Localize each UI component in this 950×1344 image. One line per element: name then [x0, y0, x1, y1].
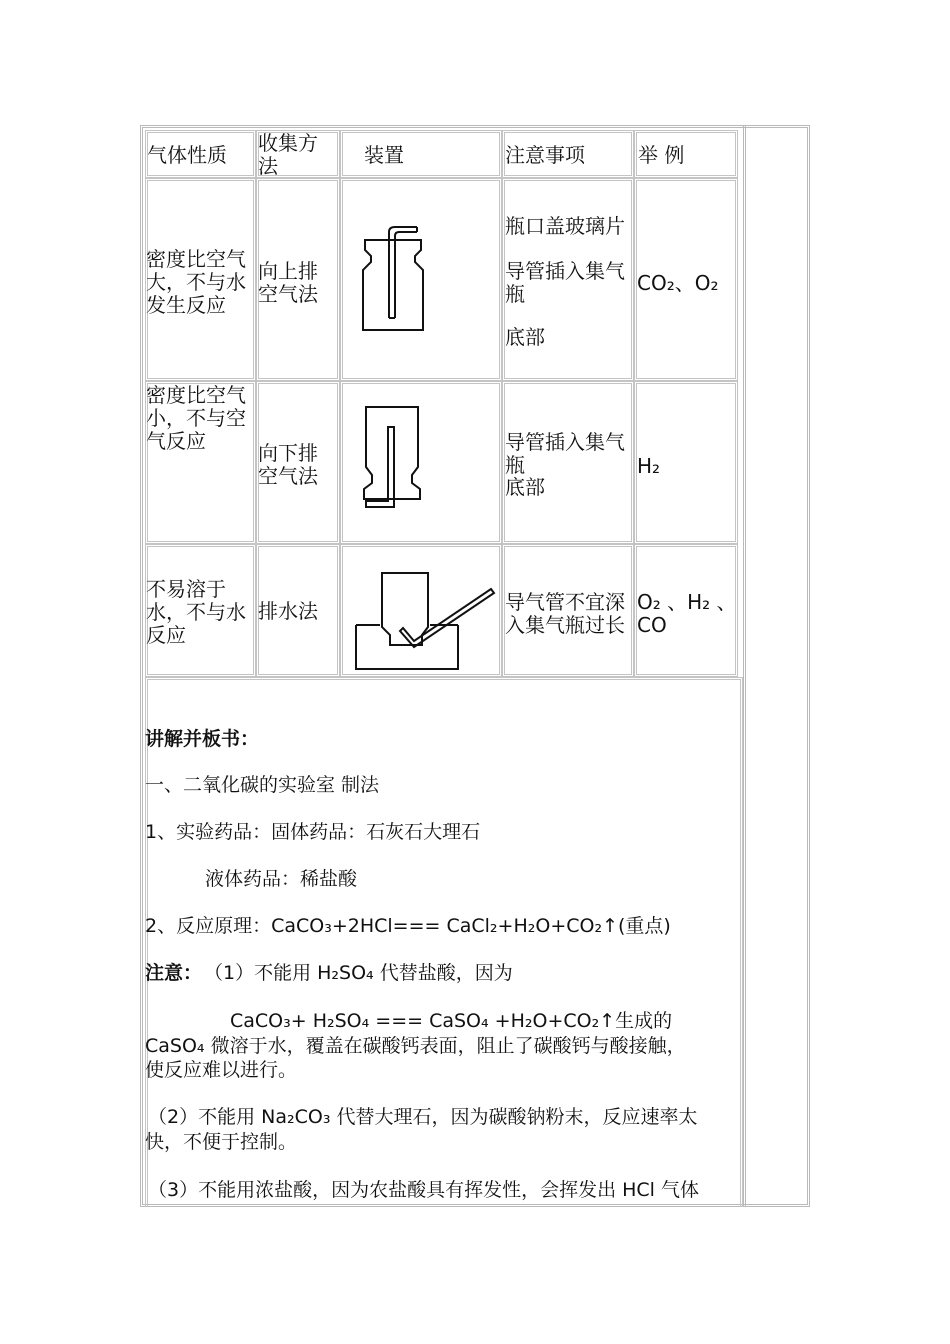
row1-note-c: 底部: [505, 325, 545, 349]
header-notes: 注意事项: [505, 143, 585, 167]
note1: （1）不能用 H₂SO₄ 代替盐酸，因为: [204, 962, 513, 984]
row3-method: 排水法: [258, 599, 318, 623]
note1-equation: CaCO₃+ H₂SO₄ === CaSO₄ +H₂O+CO₂↑生成的: [230, 1010, 673, 1032]
row1-example: CO₂、O₂: [637, 271, 719, 295]
row1-method: 向上排空气法: [258, 259, 318, 306]
header-method: 收集方法: [258, 131, 318, 178]
note2-line2: 快，不便于控制。: [145, 1131, 298, 1153]
upward-air-collection-apparatus: [355, 222, 435, 337]
note3: （3）不能用浓盐酸，因为农盐酸具有挥发性，会挥发出 HCl 气体: [148, 1179, 700, 1201]
row2-method: 向下排空气法: [258, 441, 318, 488]
note2-line1: （2）不能用 Na₂CO₃ 代替大理石，因为碳酸钠粉末，反应速率太: [148, 1106, 698, 1128]
note-label: 注意：: [145, 962, 203, 984]
heading: 讲解并板书：: [145, 728, 260, 750]
row1-note-a: 瓶口盖玻璃片: [505, 214, 625, 238]
note1-explanation: CaSO₄ 微溶于水，覆盖在碳酸钙表面，阻止了碳酸钙与酸接触，: [145, 1035, 686, 1057]
row1-note-b: 导管插入集气瓶: [505, 259, 625, 306]
row2-example: H₂: [637, 454, 661, 478]
water-displacement-apparatus: [352, 565, 498, 673]
row2-note-b: 底部: [505, 475, 545, 499]
row2-note-a: 导管插入集气瓶: [505, 430, 625, 477]
reaction-principle: 2、反应原理：CaCO₃+2HCl=== CaCl₂+H₂O+CO₂↑(重点): [145, 915, 671, 937]
row3-property: 不易溶于水，不与水反应: [146, 577, 246, 647]
section-title: 一、二氧化碳的实验室 制法: [145, 774, 380, 796]
row1-property: 密度比空气大，不与水发生反应: [146, 247, 246, 317]
header-property: 气体性质: [147, 143, 227, 167]
header-device: 装置: [364, 143, 404, 167]
row2-property: 密度比空气小，不与空气反应: [146, 383, 246, 453]
reagents-solid: 1、实验药品：固体药品：石灰石大理石: [145, 821, 481, 843]
right-column-divider: [743, 125, 746, 1207]
row3-note: 导气管不宜深入集气瓶过长: [505, 590, 625, 637]
note1-conclusion: 使反应难以进行。: [145, 1059, 298, 1081]
downward-air-collection-apparatus: [360, 405, 430, 513]
reagents-liquid: 液体药品：稀盐酸: [205, 868, 358, 890]
header-example: 举 例: [638, 143, 685, 167]
row3-example: O₂ 、H₂ 、CO: [637, 590, 737, 637]
